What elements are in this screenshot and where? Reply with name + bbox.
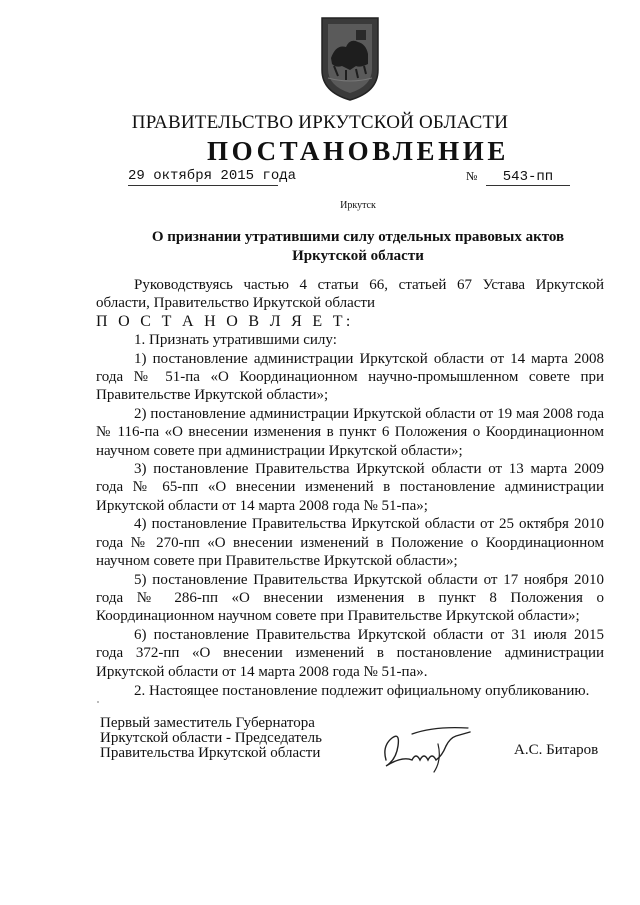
document-body: [96, 276, 604, 700]
item-1: 1. Признать утратившими силу:: [134, 332, 337, 349]
scan-dot: [97, 701, 99, 703]
signer-name: А.С. Битаров: [514, 742, 599, 758]
subitem-6: 6) постановление Правительства Иркутской области от 31 июля 2015 года 372-пп «О внесении изменений в постановление администрации Иркутской области от 14 марта 2008 года № 51-па».: [96, 626, 604, 680]
intro-paragraph: Руководствуясь частью 4 статьи 66, статьей 67 Устава Иркутской области, Правительство Иркутской области: [96, 277, 604, 312]
resolves-heading: П О С Т А Н О В Л Я Е Т:: [96, 312, 354, 330]
city-name: Иркутск: [340, 200, 376, 211]
document-title: [120, 228, 596, 266]
subitem-4: 4) постановление Правительства Иркутской области от 25 октября 2010 года № 270-пп «О внесении изменений в Положение о Координационном научном совете при Правительстве Иркутской области»;: [96, 516, 604, 570]
subitem-3: 3) постановление Правительства Иркутской области от 13 марта 2009 года № 65-пп «О внесении изменений в постановление администрации Иркутской области от 14 марта 2008 года № 51-па»;: [96, 461, 604, 514]
signer-position-line1: Первый заместитель Губернатора: [100, 715, 315, 731]
signer-position: [100, 716, 360, 761]
item-2: 2. Настоящее постановление подлежит официальному опубликованию.: [134, 682, 590, 699]
document-date: 29 октября 2015 года: [128, 168, 297, 184]
signer-position-line2: Иркутской области - Председатель: [100, 730, 322, 746]
signer-position-line3: Правительства Иркутской области: [100, 745, 321, 761]
number-value: 543-пп: [486, 169, 570, 186]
number-sign: №: [466, 169, 478, 183]
government-name: ПРАВИТЕЛЬСТВО ИРКУТСКОЙ ОБЛАСТИ: [131, 112, 509, 133]
subitem-2: 2) постановление администрации Иркутской области от 19 мая 2008 года № 116-па «О внесении изменения в пункт 6 Положения о Координационном научном совете при администрации Иркутской области»;: [96, 405, 604, 459]
document-title-line1: О признании утратившими силу отдельных правовых актов: [151, 229, 565, 245]
subitem-5: 5) постановление Правительства Иркутской области от 17 ноября 2010 года № 286-пп «О внесении изменения в пункт 8 Положения о Координационном научном совете при Правительстве Иркутской области»;: [96, 571, 604, 625]
document-number: [466, 168, 576, 186]
handwritten-signature-icon: [372, 716, 482, 776]
coat-of-arms-icon: [316, 14, 384, 102]
subitem-1: 1) постановление администрации Иркутской области от 14 марта 2008 года № 51-па «О Координационном научно-промышленном совете при Правительстве Иркутской области»;: [96, 350, 604, 404]
document-title-line2: Иркутской области: [292, 248, 424, 264]
document-type: ПОСТАНОВЛЕНИЕ: [207, 136, 509, 166]
